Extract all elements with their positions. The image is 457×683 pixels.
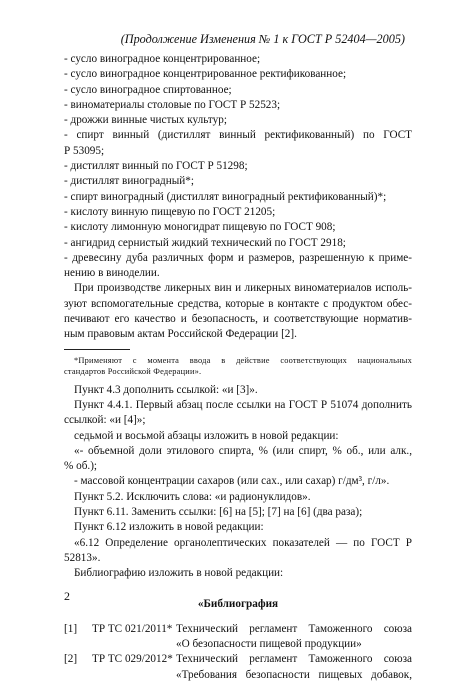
bib-text	[176, 622, 412, 653]
paragraph-line: При производстве ликерных вин и ликерных виноматериалов исполь-	[74, 282, 412, 295]
list-item: - сусло виноградное концентрированное;	[64, 53, 261, 65]
amendment-5-2: Пункт 5.2. Исключить слова: «и радионуклидов».	[74, 490, 311, 503]
paragraph-line: печивают его качество и безопасность, и соответствующие норматив-	[64, 313, 412, 326]
bibliography-entry	[64, 622, 412, 653]
amendment-4-3: Пункт 4.3 дополнить ссылкой: «и [3]».	[74, 383, 258, 396]
footnote-separator	[64, 349, 130, 350]
document-body	[64, 52, 412, 683]
list-item: - сусло виноградное концентрированное ректификованное;	[64, 68, 347, 81]
amendment-6-11: Пункт 6.11. Заменить ссылки: [6] на [5]; [7] на [6] (два раза);	[74, 506, 363, 519]
amendment-6-12-text: «6.12 Определение органолептических показателей — по ГОСТ Р	[74, 536, 412, 549]
list-item: - древесину дуба различных форм и размеров, разрешенную к приме-	[64, 251, 412, 264]
bib-code: ТР ТС 021/2011*	[92, 622, 173, 635]
list-item: - кислоту винную пищевую по ГОСТ 21205;	[64, 205, 276, 218]
bib-text-line: «О безопасности пищевой продукции»	[176, 638, 362, 651]
amendment-4-4-1: Пункт 4.4.1. Первый абзац после ссылки на ГОСТ Р 51074 дополнить	[74, 398, 412, 411]
list-item: Р 53095;	[64, 144, 105, 157]
bib-number: [2]	[64, 653, 78, 666]
list-item: - дистиллят винный по ГОСТ Р 51298;	[64, 160, 248, 173]
ingredient-list	[64, 52, 412, 281]
footnote-line: стандартов Российской Федерации».	[64, 366, 202, 376]
amendment-4-4-1-quote: «- объемной доли этилового спирта, % (или спирт, % об., или алк.,	[74, 444, 412, 457]
bibliography-title: «Библиография	[197, 597, 279, 610]
bib-code: ТР ТС 029/2012*	[92, 653, 173, 666]
bib-text-line: Технический регламент Таможенного союза	[176, 653, 412, 666]
amendment-6-12: Пункт 6.12 изложить в новой редакции:	[74, 521, 264, 534]
bibliography-entry	[64, 652, 412, 683]
list-item: - дистиллят виноградный*;	[64, 175, 194, 188]
list-item: - спирт виноградный (дистиллят виноградный ректификованный)*;	[64, 190, 387, 203]
list-item: - дрожжи винные чистых культур;	[64, 114, 227, 127]
list-item: нению в виноделии.	[64, 267, 160, 280]
bib-number: [1]	[64, 622, 78, 635]
amendment-4-4-1-note: седьмой и восьмой абзацы изложить в новой редакции:	[74, 429, 339, 442]
footnote-line: *Применяют с момента ввода в действие соответствующих национальных	[74, 355, 412, 365]
bibliography-list	[64, 622, 412, 683]
page-header: (Продолжение Изменения № 1 к ГОСТ Р 52404—2005)	[120, 32, 405, 46]
amendment-4-4-1-sugar: - массовой концентрации сахаров (или сах., или сахар) г/дм³, г/л».	[74, 475, 390, 488]
paragraph-line: зуют вспомогательные средства, которые в контакте с продуктом обес-	[64, 297, 412, 310]
liqueur-paragraph	[64, 281, 412, 342]
amendment-4-4-1-quote-cont: % об.);	[64, 460, 98, 473]
page-number: 2	[64, 589, 70, 603]
amendment-4-4-1-cont: ссылкой: «и [4]»;	[64, 414, 146, 427]
bib-text-line: Технический регламент Таможенного союза	[176, 622, 412, 635]
footnote	[64, 355, 412, 377]
bib-text-line: «Требования безопасности пищевых добавок,	[176, 668, 412, 681]
amendment-6-12-text-cont: 52813».	[64, 551, 101, 564]
list-item: - сусло виноградное спиртованное;	[64, 83, 232, 96]
list-item: - кислоту лимонную моногидрат пищевую по ГОСТ 908;	[64, 221, 336, 234]
bib-text	[176, 652, 412, 683]
list-item: - виноматериалы столовые по ГОСТ Р 52523;	[64, 98, 281, 111]
bibliography-intro: Библиографию изложить в новой редакции:	[74, 567, 284, 580]
paragraph-line: ным правовым актам Российской Федерации [2].	[64, 328, 297, 341]
list-item: - ангидрид сернистый жидкий технический по ГОСТ 2918;	[64, 236, 346, 249]
list-item: - спирт винный (дистиллят винный ректификованный) по ГОСТ	[64, 129, 412, 142]
